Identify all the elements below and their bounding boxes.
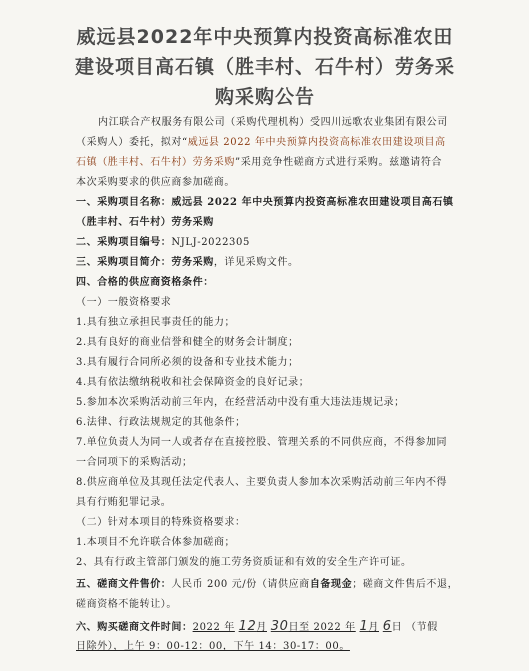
special-requirement-item: 2、具有行政主管部门颁发的施工劳务资质证和有效的安全生产许可证。 <box>76 557 412 568</box>
section-value-bold: 自备现金 <box>309 579 353 590</box>
section-6-purchase-time <box>76 620 509 634</box>
intro-line-4: 本次采购要求的供应商参加磋商。 <box>76 177 235 188</box>
section-4-sub-1: （一）一般资格要求 <box>76 297 172 308</box>
section-label: 六、购买磋商文件时间： <box>76 622 193 633</box>
section-4-sub-2: （二）针对本项目的特殊资格要求： <box>76 517 246 528</box>
requirement-item: 5.参加本次采购活动前三年内，在经营活动中没有重大违法违规记录； <box>76 397 405 408</box>
project-name-highlight-cont: 石镇（胜丰村、石牛村）劳务采购 <box>76 157 235 168</box>
requirement-item-cont: 具有行贿犯罪记录。 <box>76 497 172 508</box>
requirement-item-cont: 一合同项下的采购活动； <box>76 457 193 468</box>
handwritten-month: 12 <box>238 619 257 634</box>
intro-text: ”采用竞争性磋商方式进行采购。兹邀请符合 <box>235 157 443 168</box>
section-5-price-cont: 磋商资格不能转让）。 <box>76 599 177 610</box>
requirement-item: 1.具有独立承担民事责任的能力； <box>76 317 236 328</box>
section-label: 三、采购项目简介： <box>76 257 172 268</box>
intro-text: （采购人）委托，拟对“ <box>76 137 188 148</box>
project-name-highlight: 威远县 2022 年中央预算内投资高标准农田建设项目高 <box>187 137 446 148</box>
requirement-item: 6.法律、行政法规规定的其他条件； <box>76 417 246 428</box>
date-text: 日至 2022 年 <box>288 622 356 633</box>
announcement-title <box>40 22 490 112</box>
section-value: 劳务采购 <box>171 257 214 268</box>
section-label: 五、磋商文件售价： <box>76 579 172 590</box>
special-requirement-item: 1.本项目不允许联合体参加磋商； <box>76 537 236 548</box>
section-value: 人民币 200 元/份（请供应商 <box>171 579 310 590</box>
section-5-price <box>76 578 509 591</box>
section-1-project-name <box>76 196 509 209</box>
requirement-item: 8.供应商单位及其现任法定代表人、主要负责人参加本次采购活动前三年内不得 <box>76 477 448 488</box>
intro-line-1: 内江联合产权服务有限公司（采购代理机构）受四川远歌农业集团有限公司 <box>98 117 448 128</box>
title-line-2: 建设项目高石镇（胜丰村、石牛村）劳务采 <box>74 56 455 78</box>
section-value-rest: ；磋商文件售后不退， <box>352 579 459 590</box>
requirement-item: 2.具有良好的商业信誉和健全的财务会计制度； <box>76 337 299 348</box>
date-text: 月 <box>368 622 379 633</box>
intro-line-2 <box>76 136 509 149</box>
section-value: 威远县 2022 年中央预算内投资高标准农田建设项目高石镇 <box>171 197 454 208</box>
requirement-item: 3.具有履行合同所必须的设备和专业技术能力； <box>76 357 299 368</box>
section-label: 二、采购项目编号： <box>76 237 172 248</box>
section-value: NJLJ-2022305 <box>171 237 250 248</box>
handwritten-day: 6 <box>382 619 392 634</box>
date-text: 月 <box>256 622 267 633</box>
section-6-purchase-time-cont: 日除外），上午 9：00-12：00，下午 14：30-17：00。 <box>76 641 350 652</box>
intro-line-3 <box>76 156 509 169</box>
date-year: 2022 年 <box>192 622 235 633</box>
requirement-item: 7.单位负责人为同一人或者存在直接控股、管理关系的不同供应商，不得参加同 <box>76 437 448 448</box>
handwritten-day: 30 <box>270 619 289 634</box>
handwritten-month: 1 <box>359 619 369 634</box>
date-text: 日 （节假 <box>391 622 438 633</box>
title-line-1: 威远县2022年中央预算内投资高标准农田 <box>76 26 454 48</box>
section-value-rest: ，详见采购文件。 <box>213 257 299 268</box>
requirement-item: 4.具有依法缴纳税收和社会保障资金的良好记录； <box>76 377 310 388</box>
section-label: 一、采购项目名称： <box>76 197 172 208</box>
section-2-project-number <box>76 236 509 249</box>
section-3-project-intro <box>76 256 509 269</box>
title-line-3: 购采购公告 <box>214 86 315 108</box>
section-4-heading: 四、合格的供应商资格条件： <box>76 277 214 288</box>
section-1-project-name-cont: （胜丰村、石牛村）劳务采购 <box>76 217 214 228</box>
